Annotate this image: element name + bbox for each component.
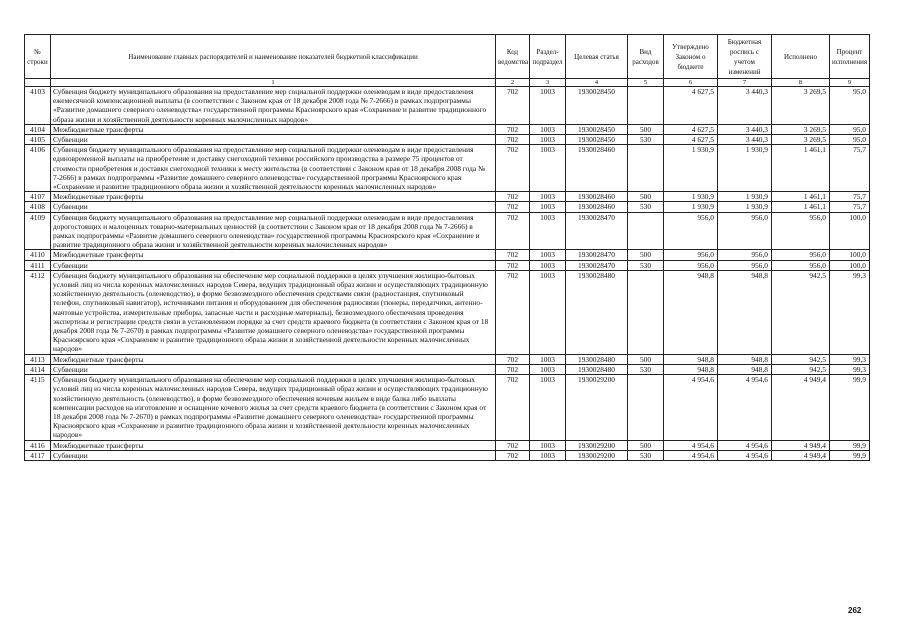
executed-amount: 3 269,5 — [772, 135, 830, 145]
budget-list-amount: 4 954,6 — [718, 440, 772, 450]
dept-code: 702 — [496, 87, 530, 125]
column-number: 6 — [664, 79, 718, 87]
expense-type: 500 — [628, 440, 664, 450]
dept-code: 702 — [496, 250, 530, 260]
row-name: Субвенция бюджету муниципального образования на обеспечение мер социальной поддержки в целях улучшения жилищно-бытовых условий лиц из числа коренных малочисленных народов Севера, ведущих традиционный образ жизни и осуществляющих традиционную хозяйственную деятельность (оленеводство), в форме безвозмездного обеспечения средствами связи (радиостанция, спутниковый телефон, спутниковый навигатор), источниками питания и оборудованием для обеспечения радиосвязи (тюнеры, передатчики, антенно-мачтовые устройства, измерительные приборы, запасные части и расходные материалы), безвозмездного обеспечения проведения экспертизы и регистрации средств связи в установленном порядке за счет средств краевого бюджета (в соответствии с Законом края от 18 декабря 2008 года № 7-2670) в рамках подпрограммы «Развитие домашнего северного оленеводства» государственной программы Красноярского края «Сохранение и развитие традиционного образа жизни и хозяйственной деятельности коренных малочисленных народов» — [51, 270, 496, 354]
executed-amount: 1 461,1 — [772, 202, 830, 212]
row-number: 4111 — [25, 260, 51, 270]
execution-percent: 100,0 — [830, 212, 870, 250]
approved-amount: 4 627,5 — [664, 87, 718, 125]
expense-type: 500 — [628, 124, 664, 134]
row-number: 4106 — [25, 145, 51, 192]
section-code: 1003 — [530, 135, 566, 145]
header-row-no: № строки — [25, 35, 51, 79]
row-name: Субвенции — [51, 135, 496, 145]
execution-percent: 99,3 — [830, 270, 870, 354]
row-number: 4107 — [25, 192, 51, 202]
approved-amount: 4 627,5 — [664, 135, 718, 145]
executed-amount: 1 461,1 — [772, 192, 830, 202]
dept-code: 702 — [496, 202, 530, 212]
column-number: 4 — [566, 79, 628, 87]
dept-code: 702 — [496, 375, 530, 440]
row-name: Субвенция бюджету муниципального образования на предоставление мер социальной поддержки оленеводам в виде предоставления дорогостоящих и малоценных товарно-материальных ценностей (в соответствии с Законом края от 18 декабря 2008 года № 7-2666) в рамках подпрограммы «Развитие домашнего северного оленеводства» государственной программы Красноярского края «Сохранение и развитие традиционного образа жизни и хозяйственной деятельности коренных малочисленных народов» — [51, 212, 496, 250]
executed-amount: 4 949,4 — [772, 375, 830, 440]
row-number: 4112 — [25, 270, 51, 354]
budget-list-amount: 956,0 — [718, 260, 772, 270]
executed-amount: 956,0 — [772, 212, 830, 250]
budget-list-amount: 948,8 — [718, 354, 772, 364]
execution-percent: 75,7 — [830, 202, 870, 212]
row-name: Субвенция бюджету муниципального образования на предоставление мер социальной поддержки оленеводам в виде предоставления ежемесячной компенсационной выплаты (в соответствии с Законом края от 18 декабря 2008 года № 7-2666) в рамках подпрограммы «Развитие домашнего северного оленеводства» государственной программы Красноярского края «Сохранение и развитие традиционного образа жизни и хозяйственной деятельности коренных малочисленных народов» — [51, 87, 496, 125]
expense-type — [628, 375, 664, 440]
execution-percent: 75,7 — [830, 192, 870, 202]
row-number: 4113 — [25, 354, 51, 364]
column-number: 8 — [772, 79, 830, 87]
approved-amount: 956,0 — [664, 250, 718, 260]
target-item: 1930029200 — [566, 440, 628, 450]
table-header-row — [25, 35, 870, 79]
dept-code: 702 — [496, 145, 530, 192]
execution-percent: 99,9 — [830, 440, 870, 450]
section-code: 1003 — [530, 450, 566, 460]
budget-table — [24, 34, 870, 461]
budget-list-amount: 3 440,3 — [718, 87, 772, 125]
budget-list-amount: 948,8 — [718, 364, 772, 374]
target-item: 1930028450 — [566, 135, 628, 145]
table-row — [25, 192, 870, 202]
dept-code: 702 — [496, 270, 530, 354]
table-row — [25, 145, 870, 192]
execution-percent: 95,0 — [830, 87, 870, 125]
approved-amount: 1 930,9 — [664, 145, 718, 192]
dept-code: 702 — [496, 354, 530, 364]
page-number: 262 — [848, 606, 862, 615]
header-budget-list: Бюджетная роспись с учетом изменений — [718, 35, 772, 79]
column-number — [25, 79, 51, 87]
approved-amount: 4 627,5 — [664, 124, 718, 134]
execution-percent: 99,3 — [830, 354, 870, 364]
executed-amount: 4 949,4 — [772, 450, 830, 460]
executed-amount: 942,5 — [772, 354, 830, 364]
target-item: 1930028480 — [566, 270, 628, 354]
approved-amount: 948,8 — [664, 270, 718, 354]
row-name: Субвенции — [51, 364, 496, 374]
execution-percent: 100,0 — [830, 260, 870, 270]
row-number: 4117 — [25, 450, 51, 460]
target-item: 1930028480 — [566, 364, 628, 374]
row-name: Межбюджетные трансферты — [51, 440, 496, 450]
row-number: 4109 — [25, 212, 51, 250]
budget-list-amount: 1 930,9 — [718, 202, 772, 212]
dept-code: 702 — [496, 124, 530, 134]
table-row — [25, 270, 870, 354]
header-approved: Утверждено Законом о бюджете — [664, 35, 718, 79]
section-code: 1003 — [530, 124, 566, 134]
expense-type: 530 — [628, 364, 664, 374]
executed-amount: 3 269,5 — [772, 87, 830, 125]
row-number: 4114 — [25, 364, 51, 374]
approved-amount: 1 930,9 — [664, 192, 718, 202]
header-section: Раздел-подраздел — [530, 35, 566, 79]
budget-list-amount: 4 954,6 — [718, 450, 772, 460]
target-item: 1930028480 — [566, 354, 628, 364]
expense-type: 530 — [628, 202, 664, 212]
approved-amount: 948,8 — [664, 364, 718, 374]
budget-list-amount: 1 930,9 — [718, 145, 772, 192]
target-item: 1930028470 — [566, 250, 628, 260]
target-item: 1930028470 — [566, 212, 628, 250]
dept-code: 702 — [496, 440, 530, 450]
column-number: 5 — [628, 79, 664, 87]
row-name: Субвенции — [51, 202, 496, 212]
executed-amount: 4 949,4 — [772, 440, 830, 450]
table-row — [25, 354, 870, 364]
row-number: 4104 — [25, 124, 51, 134]
budget-list-amount: 956,0 — [718, 250, 772, 260]
row-name: Субвенции — [51, 450, 496, 460]
header-expense-type: Вид расходов — [628, 35, 664, 79]
section-code: 1003 — [530, 87, 566, 125]
executed-amount: 942,5 — [772, 270, 830, 354]
row-name: Субвенции — [51, 260, 496, 270]
column-number: 1 — [51, 79, 496, 87]
table-row — [25, 260, 870, 270]
target-item: 1930029200 — [566, 375, 628, 440]
executed-amount: 3 269,5 — [772, 124, 830, 134]
row-name: Межбюджетные трансферты — [51, 192, 496, 202]
expense-type — [628, 270, 664, 354]
execution-percent: 99,3 — [830, 364, 870, 374]
table-row — [25, 124, 870, 134]
row-number: 4115 — [25, 375, 51, 440]
expense-type: 500 — [628, 250, 664, 260]
row-number: 4110 — [25, 250, 51, 260]
table-row — [25, 212, 870, 250]
expense-type: 530 — [628, 135, 664, 145]
budget-list-amount: 3 440,3 — [718, 124, 772, 134]
table-row — [25, 250, 870, 260]
expense-type — [628, 87, 664, 125]
header-percent: Процент исполнения — [830, 35, 870, 79]
section-code: 1003 — [530, 364, 566, 374]
column-number: 2 — [496, 79, 530, 87]
approved-amount: 4 954,6 — [664, 450, 718, 460]
section-code: 1003 — [530, 440, 566, 450]
execution-percent: 99,9 — [830, 375, 870, 440]
target-item: 1930028470 — [566, 260, 628, 270]
target-item: 1930028450 — [566, 87, 628, 125]
table-row — [25, 364, 870, 374]
column-number-row — [25, 79, 870, 87]
column-number: 3 — [530, 79, 566, 87]
row-name: Межбюджетные трансферты — [51, 354, 496, 364]
budget-list-amount: 1 930,9 — [718, 192, 772, 202]
target-item: 1930028460 — [566, 192, 628, 202]
section-code: 1003 — [530, 145, 566, 192]
dept-code: 702 — [496, 260, 530, 270]
row-name: Субвенция бюджету муниципального образования на предоставление мер социальной поддержки оленеводам в виде предоставления единовременной выплаты на приобретение и доставку снегоходной техники российского производства в размере 75 процентов от стоимости приобретения и доставки снегоходной техники к месту жительства (в соответствии с Законом края от 18 декабря 2008 года № 7-2666) в рамках подпрограммы «Развитие домашнего северного оленеводства» государственной программы Красноярского края «Сохранение и развитие традиционного образа жизни и хозяйственной деятельности коренных малочисленных народов» — [51, 145, 496, 192]
executed-amount: 956,0 — [772, 260, 830, 270]
expense-type — [628, 145, 664, 192]
execution-percent: 95,0 — [830, 135, 870, 145]
table-body — [25, 87, 870, 461]
execution-percent: 100,0 — [830, 250, 870, 260]
expense-type: 530 — [628, 260, 664, 270]
budget-list-amount: 948,8 — [718, 270, 772, 354]
dept-code: 702 — [496, 212, 530, 250]
target-item: 1930028460 — [566, 145, 628, 192]
section-code: 1003 — [530, 212, 566, 250]
section-code: 1003 — [530, 260, 566, 270]
expense-type: 530 — [628, 450, 664, 460]
header-dept-code: Код ведомства — [496, 35, 530, 79]
row-name: Межбюджетные трансферты — [51, 250, 496, 260]
execution-percent: 99,9 — [830, 450, 870, 460]
row-number: 4116 — [25, 440, 51, 450]
section-code: 1003 — [530, 375, 566, 440]
section-code: 1003 — [530, 192, 566, 202]
dept-code: 702 — [496, 364, 530, 374]
header-target-item: Целевая статья — [566, 35, 628, 79]
dept-code: 702 — [496, 192, 530, 202]
header-executed: Исполнено — [772, 35, 830, 79]
expense-type — [628, 212, 664, 250]
executed-amount: 956,0 — [772, 250, 830, 260]
expense-type: 500 — [628, 192, 664, 202]
expense-type: 500 — [628, 354, 664, 364]
target-item: 1930028460 — [566, 202, 628, 212]
target-item: 1930028450 — [566, 124, 628, 134]
column-number: 9 — [830, 79, 870, 87]
execution-percent: 95,0 — [830, 124, 870, 134]
approved-amount: 956,0 — [664, 212, 718, 250]
approved-amount: 1 930,9 — [664, 202, 718, 212]
dept-code: 702 — [496, 450, 530, 460]
approved-amount: 4 954,6 — [664, 440, 718, 450]
budget-list-amount: 3 440,3 — [718, 135, 772, 145]
row-number: 4103 — [25, 87, 51, 125]
table-row — [25, 375, 870, 440]
approved-amount: 956,0 — [664, 260, 718, 270]
row-number: 4105 — [25, 135, 51, 145]
approved-amount: 4 954,6 — [664, 375, 718, 440]
budget-list-amount: 4 954,6 — [718, 375, 772, 440]
executed-amount: 1 461,1 — [772, 145, 830, 192]
dept-code: 702 — [496, 135, 530, 145]
table-row — [25, 135, 870, 145]
section-code: 1003 — [530, 354, 566, 364]
executed-amount: 942,5 — [772, 364, 830, 374]
table-row — [25, 202, 870, 212]
approved-amount: 948,8 — [664, 354, 718, 364]
row-name: Межбюджетные трансферты — [51, 124, 496, 134]
table-row — [25, 440, 870, 450]
column-number: 7 — [718, 79, 772, 87]
row-name: Субвенция бюджету муниципального образования на обеспечение мер социальной поддержки в целях улучшения жилищно-бытовых условий лиц из числа коренных малочисленных народов Севера, ведущих традиционный образ жизни и осуществляющих традиционную хозяйственную деятельность (оленеводство), в форме безвозмездного обеспечения кочевым жильем в виде балка либо выплаты компенсации расходов на изготовление и оснащение кочевого жилья за счет средств краевого бюджета (в соответствии с Законом края от 18 декабря 2008 года № 7-2670) в рамках подпрограммы «Развитие домашнего северного оленеводства» государственной программы Красноярского края «Сохранение и развитие традиционного образа жизни и хозяйственной деятельности коренных малочисленных народов» — [51, 375, 496, 440]
section-code: 1003 — [530, 202, 566, 212]
header-name: Наименование главных распорядителей и наименование показателей бюджетной классификации — [51, 35, 496, 79]
target-item: 1930029200 — [566, 450, 628, 460]
execution-percent: 75,7 — [830, 145, 870, 192]
section-code: 1003 — [530, 250, 566, 260]
row-number: 4108 — [25, 202, 51, 212]
section-code: 1003 — [530, 270, 566, 354]
budget-list-amount: 956,0 — [718, 212, 772, 250]
table-row — [25, 87, 870, 125]
table-row — [25, 450, 870, 460]
